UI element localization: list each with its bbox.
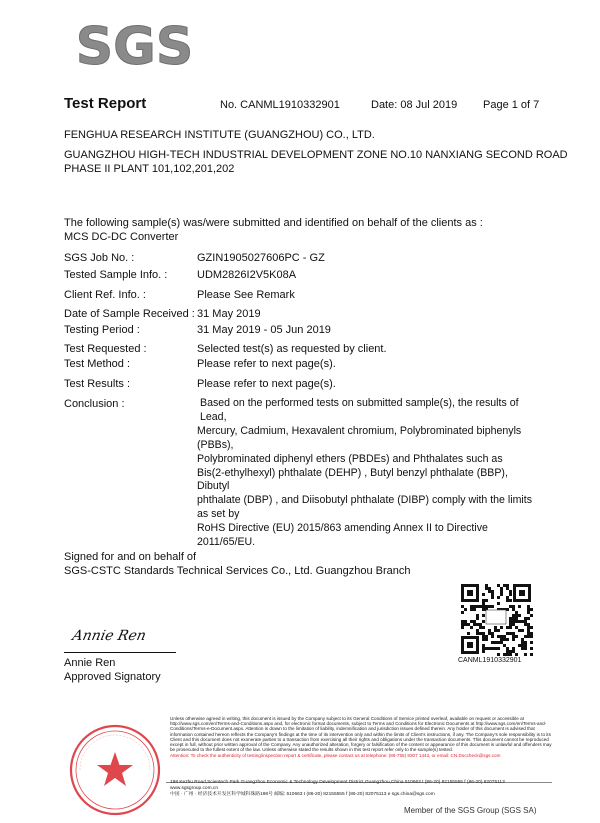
field-label-test-method: Test Method : xyxy=(64,358,131,370)
sgs-logo xyxy=(75,16,194,77)
sample-name: MCS DC-DC Converter xyxy=(64,231,179,243)
signature-line xyxy=(64,652,176,653)
authenticity-notice: Attention: To check the authenticity of testing/inspection report & certificate, please contact us at telephone: (86-755) 8307 1443, or email: CN.Doccheck@sgs.com xyxy=(170,753,501,759)
official-seal xyxy=(60,718,170,818)
client-address-line1: GUANGZHOU HIGH-TECH INDUSTRIAL DEVELOPMENT ZONE NO.10 NANXIANG SECOND ROAD xyxy=(64,149,568,161)
conclusion-line: RoHS Directive (EU) 2015/863 amending Annex II to Directive 2011/65/EU. xyxy=(197,522,488,549)
field-value-sample-info: UDM2826I2V5K08A xyxy=(197,269,297,281)
report-date: Date: 08 Jul 2019 xyxy=(371,99,458,111)
disclaimer-text: Unless otherwise agreed in writing, this document is issued by the Company subject to its General Conditions of Service printed overleaf, available on request or accessible at http://www.sgs.com/en/Terms-and-Conditions.aspx and, for electronic format documents, subject to Terms and Conditions for Electronic Documents at http://www.sgs.com/en/Terms-and-Conditions/Terms-e-Document.aspx. Attention is drawn to the limitation of liability, indemnification and jurisdiction issues defined therein. Any holder of this document is advised that information contained hereon reflects the Company's findings at the time of its intervention only and within the limits of Client's instructions, if any. The Company's sole responsibility is to its Client and this document does not exonerate parties to a transaction from exercising all their rights and obligations under the transaction documents. This document cannot be reproduced except in full, without prior written approval of the Company. Any unauthorized alteration, forgery or falsification of the content or appearance of this document is unlawful and offenders may be prosecuted to the fullest extent of the law. Unless otherwise stated the results shown in this test report refer only to the sample(s) tested. xyxy=(170,716,552,753)
field-value-test-requested: Selected test(s) as requested by client. xyxy=(197,343,387,355)
report-number: No. CANML1910332901 xyxy=(220,99,340,111)
conclusion-line: phthalate (DBP) , and Diisobutyl phthalate (DIBP) comply with the limits as set by xyxy=(197,494,533,521)
legal-disclaimer xyxy=(170,716,552,759)
conclusion-line: Mercury, Cadmium, Hexavalent chromium, Polybrominated biphenyls (PBBs), xyxy=(197,424,522,451)
field-value-job-no: GZIN1905027606PC - GZ xyxy=(197,252,325,264)
sgs-logo-graphic xyxy=(75,16,194,77)
field-value-test-results: Please refer to next page(s). xyxy=(197,378,336,390)
intro-text: The following sample(s) was/were submitted and identified on behalf of the clients as : xyxy=(64,217,483,229)
signing-company: SGS-CSTC Standards Technical Services Co., Ltd. Guangzhou Branch xyxy=(64,565,411,577)
address-chinese: 中国 · 广州 · 经济技术开发区科学城科珠路198号 邮编: 510663 t (86-20) 82155555 f (86-20) 82075113 e sgs.china@sgs.com xyxy=(170,792,435,797)
field-label-client-ref: Client Ref. Info. : xyxy=(64,289,146,301)
sgs-group-membership: Member of the SGS Group (SGS SA) xyxy=(404,806,537,815)
client-address-line2: PHASE II PLANT 101,102,201,202 xyxy=(64,163,235,175)
report-title: Test Report xyxy=(64,95,147,112)
conclusion-line: Based on the performed tests on submitted sample(s), the results of Lead, xyxy=(200,397,519,423)
field-label-conclusion: Conclusion : xyxy=(64,398,125,410)
field-label-test-results: Test Results : xyxy=(64,378,131,390)
qr-code xyxy=(460,583,532,655)
signatory-role: Approved Signatory xyxy=(64,671,161,683)
field-value-test-method: Please refer to next page(s). xyxy=(197,358,336,370)
signature-text: Annie Ren xyxy=(70,628,148,644)
page-indicator: Page 1 of 7 xyxy=(483,99,540,111)
qr-caption: CANML1910332901 xyxy=(458,657,522,664)
seal-graphic xyxy=(60,718,170,818)
footer-address xyxy=(170,780,552,798)
client-name: FENGHUA RESEARCH INSTITUTE (GUANGZHOU) CO., LTD. xyxy=(64,129,375,141)
qr-code-graphic xyxy=(460,583,532,655)
field-label-job-no: SGS Job No. : xyxy=(64,252,135,264)
field-value-testing-period: 31 May 2019 - 05 Jun 2019 xyxy=(197,324,331,336)
sgs-logo-text: SGS xyxy=(75,17,194,77)
address-english: 198 Kezhu Road,Scientech Park Guangzhou Economic & Technology Development District,Guangzhou,China 510663 t (86-20) 82155555 f (86-20) 82075113 www.sgsgroup.com.cn xyxy=(170,780,505,791)
conclusion-line: Polybrominated diphenyl ethers (PBDEs) and Phthalates such as xyxy=(197,452,503,465)
signatory-name: Annie Ren xyxy=(64,657,116,669)
signature-graphic xyxy=(72,620,182,650)
signature xyxy=(72,620,182,650)
field-label-testing-period: Testing Period : xyxy=(64,324,140,336)
field-label-test-requested: Test Requested : xyxy=(64,343,147,355)
field-value-client-ref: Please See Remark xyxy=(197,289,295,301)
conclusion-line: Bis(2-ethylhexyl) phthalate (DEHP) , Butyl benzyl phthalate (BBP), Dibutyl xyxy=(197,466,508,493)
conclusion-text xyxy=(197,397,542,550)
field-value-date-received: 31 May 2019 xyxy=(197,308,261,320)
field-label-sample-info: Tested Sample Info. : xyxy=(64,269,168,281)
signed-on-behalf: Signed for and on behalf of xyxy=(64,551,197,563)
field-label-date-received: Date of Sample Received : xyxy=(64,308,195,320)
